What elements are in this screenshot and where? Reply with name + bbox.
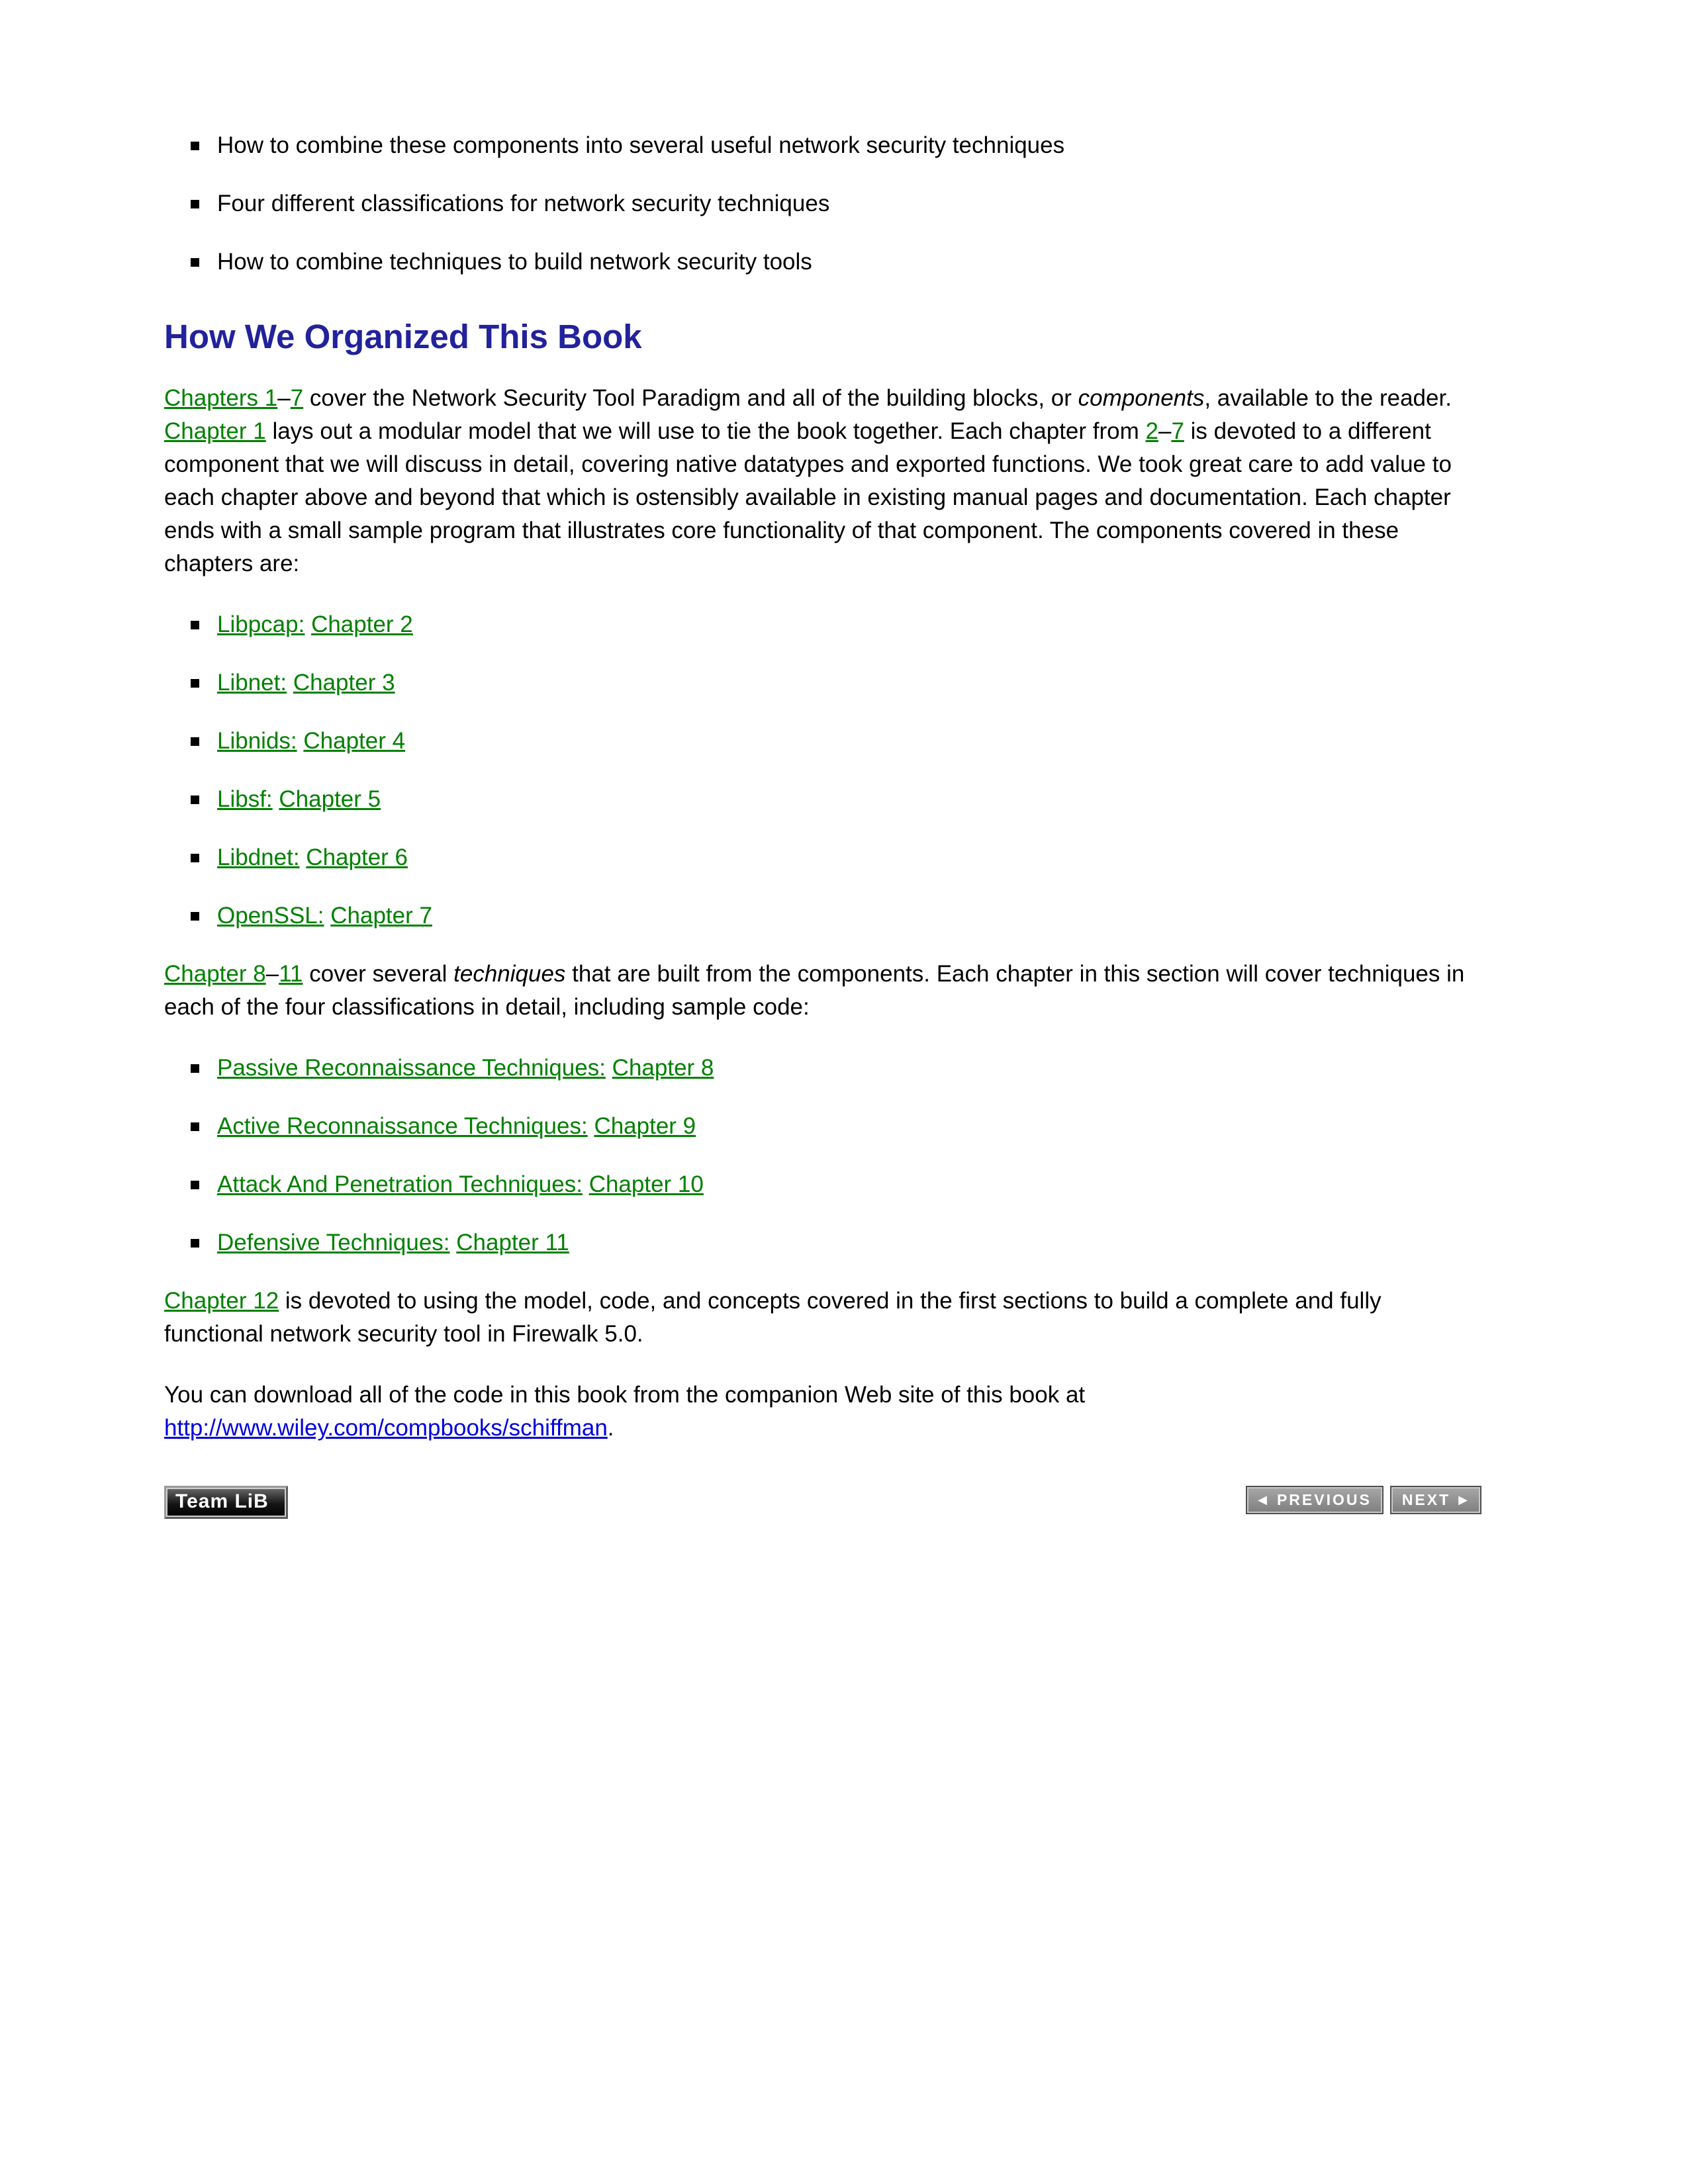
paragraph-chapters-1-7 [164,382,1481,580]
text-run [305,612,311,637]
text-link[interactable]: Libnids: [217,728,297,754]
text-run [297,728,304,754]
technique-item [164,1168,1481,1201]
text-link[interactable]: OpenSSL: [217,903,324,929]
component-text [217,899,432,933]
text-link[interactable]: Active Reconnaissance Techniques: [217,1113,588,1139]
component-item [164,608,1481,641]
text-link[interactable]: Chapter 8 [612,1055,714,1081]
component-item [164,899,1481,933]
square-bullet-icon [191,1181,199,1189]
italic-text: techniques [453,961,566,987]
technique-item [164,1226,1481,1259]
text-run: that are built from the components. Each chapter in this section will cover techniques in each of the four classifications in detail, including sample code: [164,961,1465,1020]
bullet-text: How to combine these components into several useful network security techniques [217,132,1065,158]
text-run [287,670,293,696]
previous-label: PREVIOUS [1276,1491,1372,1508]
bullet-item [164,246,1481,279]
text-run [588,1113,594,1139]
paragraph-chapters-8-11 [164,958,1481,1024]
text-link[interactable]: 7 [290,385,304,411]
text-run: is devoted to using the model, code, and concepts covered in the first sections to build a complete and fully functional network security tool in Firewalk 5.0. [164,1288,1382,1347]
square-bullet-icon [191,1239,199,1248]
text-link[interactable]: Chapter 9 [594,1113,696,1139]
square-bullet-icon [191,737,199,746]
paragraph-chapter-12 [164,1285,1481,1351]
text-run: – [277,385,291,411]
section-heading: How We Organized This Book [164,318,642,355]
component-item [164,666,1481,700]
component-item [164,725,1481,758]
bullet-text: Four different classifications for network security techniques [217,191,830,216]
component-item [164,841,1481,874]
text-run [606,1055,612,1081]
text-link[interactable]: Chapter 5 [279,786,381,812]
next-label: NEXT [1401,1491,1451,1508]
text-link[interactable]: Chapter 1 [164,418,266,444]
text-link[interactable]: Defensive Techniques: [217,1230,450,1255]
text-link[interactable]: Chapters 1 [164,385,278,411]
text-run [273,786,279,812]
technique-text [217,1226,569,1259]
text-link[interactable]: http://www.wiley.com/compbooks/schiffman [164,1415,608,1441]
square-bullet-icon [191,796,199,804]
technique-item [164,1052,1481,1085]
text-link[interactable]: 2 [1145,418,1158,444]
component-text [217,841,408,874]
technique-text [217,1168,704,1201]
text-run [300,844,306,870]
text-link[interactable]: 11 [279,961,303,987]
text-link[interactable]: Chapter 6 [306,844,408,870]
square-bullet-icon [191,621,199,629]
component-text [217,608,413,641]
square-bullet-icon [191,200,199,208]
components-list [164,608,1481,933]
paragraph-download [164,1379,1481,1445]
square-bullet-icon [191,1122,199,1131]
text-link[interactable]: Chapter 4 [303,728,406,754]
component-item [164,783,1481,816]
text-link[interactable]: Chapter 8 [164,961,266,987]
text-link[interactable]: Chapter 7 [330,903,432,929]
text-link[interactable]: Chapter 2 [311,612,413,637]
square-bullet-icon [191,258,199,267]
text-run: cover the Network Security Tool Paradigm and all of the building blocks, or [303,385,1078,411]
next-button[interactable] [1390,1486,1481,1514]
text-link[interactable]: Attack And Penetration Techniques: [217,1171,583,1197]
page-footer [164,1486,1481,1519]
text-run: is devoted to a different component that we will discuss in detail, covering native datatypes and exported functions. We took great care to add value to each chapter above and beyond that which is ostensibly available in existing manual pages and documentation. Each chapter ends with a small sample program that illustrates core functionality of that component. The components covered in these chapters are: [164,418,1452,576]
prev-arrow-icon: ◀ [1258,1493,1269,1506]
nav-buttons [1246,1486,1481,1514]
text-run: . [607,1415,614,1441]
next-arrow-icon: ▶ [1458,1493,1470,1506]
component-text [217,666,395,700]
component-text [217,725,405,758]
bullet-item [164,187,1481,220]
square-bullet-icon [191,854,199,862]
text-link[interactable]: Libnet: [217,670,287,696]
bullet-item [164,129,1481,162]
text-link[interactable]: Libpcap: [217,612,305,637]
text-run [450,1230,457,1255]
text-run: , available to the reader. [1204,385,1452,411]
text-run [324,903,331,929]
previous-button[interactable] [1246,1486,1383,1514]
text-link[interactable]: Chapter 11 [456,1230,569,1255]
text-run: – [1158,418,1172,444]
text-run [583,1171,589,1197]
text-link[interactable]: Passive Reconnaissance Techniques: [217,1055,606,1081]
technique-item [164,1110,1481,1143]
text-run: cover several [303,961,454,987]
text-link[interactable]: Chapter 12 [164,1288,279,1314]
team-lib-button[interactable]: Team LiB [164,1486,288,1519]
text-run: You can download all of the code in this book from the companion Web site of this book at [164,1382,1086,1408]
square-bullet-icon [191,679,199,688]
text-link[interactable]: Chapter 3 [293,670,395,696]
component-text [217,783,381,816]
bullet-text: How to combine techniques to build network security tools [217,249,812,275]
techniques-list [164,1052,1481,1259]
technique-text [217,1052,714,1085]
square-bullet-icon [191,1064,199,1073]
text-run: – [265,961,279,987]
text-link[interactable]: 7 [1171,418,1184,444]
text-link[interactable]: Libsf: [217,786,273,812]
square-bullet-icon [191,142,199,150]
square-bullet-icon [191,912,199,921]
technique-text [217,1110,696,1143]
text-link[interactable]: Libdnet: [217,844,300,870]
text-run: lays out a modular model that we will use to tie the book together. Each chapter from [265,418,1146,444]
text-link[interactable]: Chapter 10 [588,1171,704,1197]
intro-bullet-list [164,129,1481,279]
italic-text: components [1078,385,1205,411]
